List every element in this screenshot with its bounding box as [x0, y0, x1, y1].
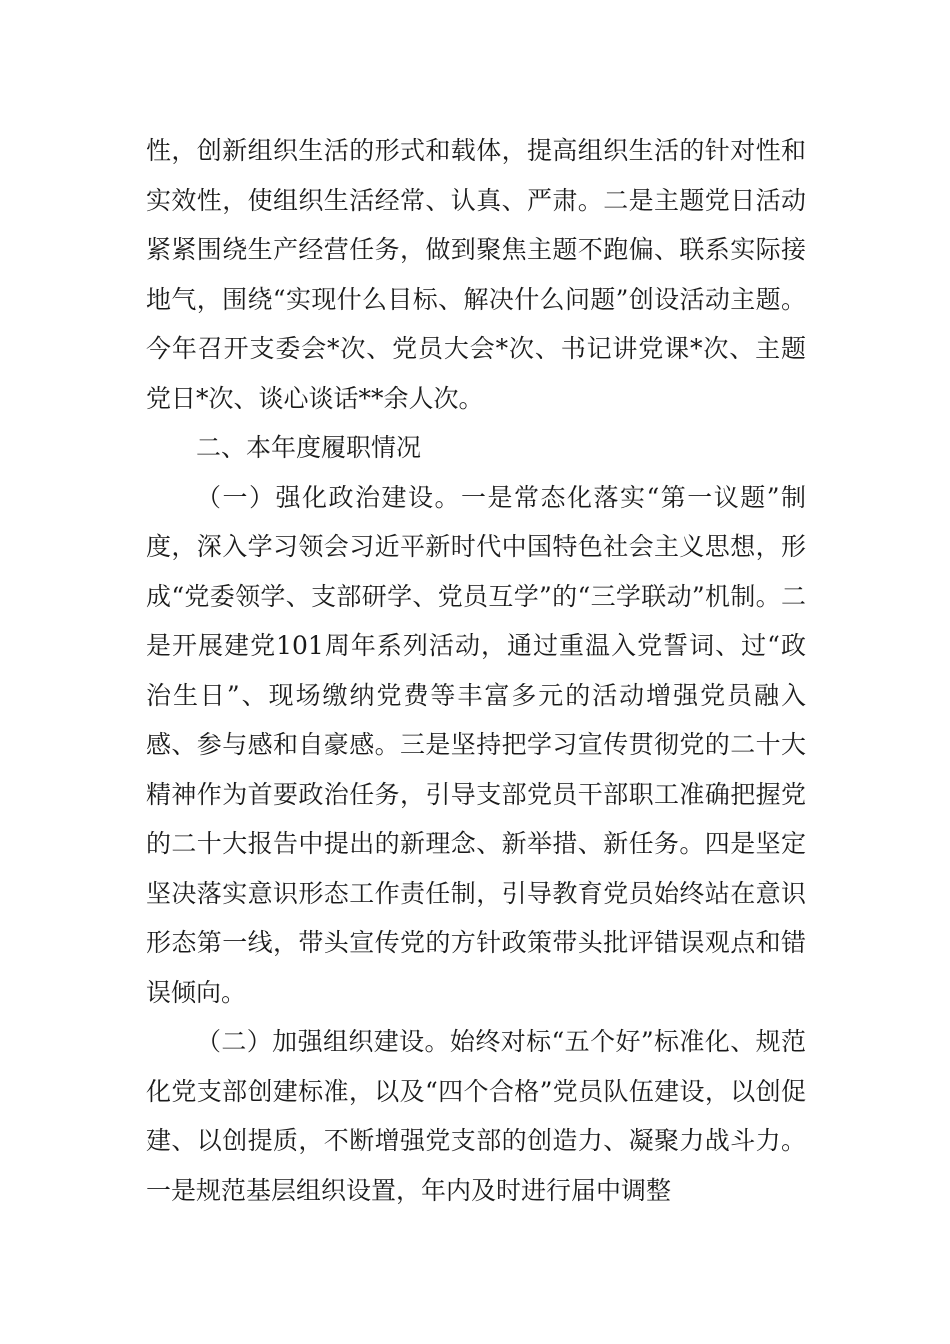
paragraph-organizational-construction: （二）加强组织建设。始终对标“五个好”标准化、规范化党支部创建标准，以及“四个合格”党员队伍建设，以创促建、以创提质，不断增强党支部的创造力、凝聚力战斗力。一是规范基层组织设置，年内及时进行届中调整 [146, 1027, 806, 1205]
document-body [146, 126, 806, 1215]
section-heading-annual-duties: 二、本年度履职情况 [196, 433, 422, 462]
paragraph-continuation: 性，创新组织生活的形式和载体，提高组织生活的针对性和实效性，使组织生活经常、认真、严肃。二是主题党日活动紧紧围绕生产经营任务，做到聚焦主题不跑偏、联系实际接地气，围绕“实现什么目标、解决什么问题”创设活动主题。今年召开支委会*次、党员大会*次、书记讲党课*次、主题党日*次、谈心谈话**余人次。 [146, 136, 806, 413]
paragraph-political-construction: （一）强化政治建设。一是常态化落实“第一议题”制度，深入学习领会习近平新时代中国特色社会主义思想，形成“党委领学、支部研学、党员互学”的“三学联动”机制。二是开展建党101周年系列活动，通过重温入党誓词、过“政治生日”、现场缴纳党费等丰富多元的活动增强党员融入感、参与感和自豪感。三是坚持把学习宣传贯彻党的二十大精神作为首要政治任务，引导支部党员干部职工准确把握党的二十大报告中提出的新理念、新举措、新任务。四是坚定坚决落实意识形态工作责任制，引导教育党员始终站在意识形态第一线，带头宣传党的方针政策带头批评错误观点和错误倾向。 [146, 482, 806, 1007]
